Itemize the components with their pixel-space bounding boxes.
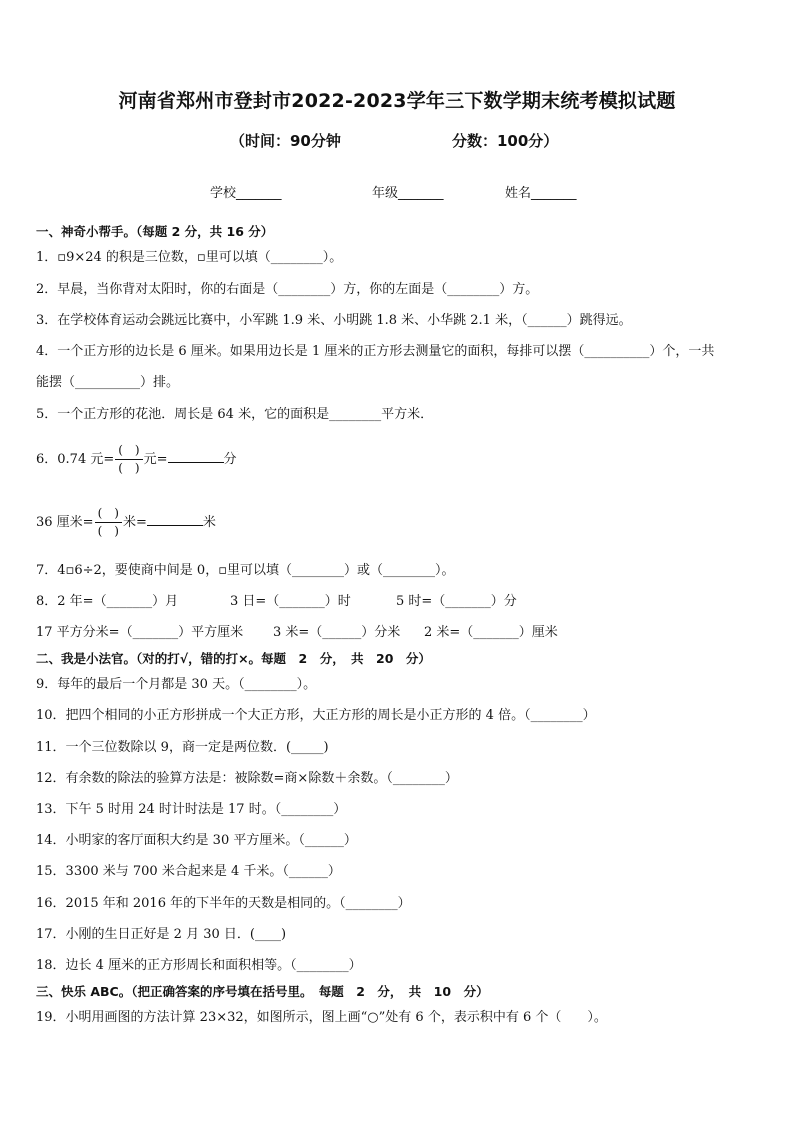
- question-7: 7．4▫6÷2，要使商中间是 0，▫里可以填（________）或（________）。: [36, 563, 455, 578]
- question-19: 19．小明用画图的方法计算 23×32，如图所示，图上画“○”处有 6 个，表示积中有 6 个（ ）。: [36, 1010, 607, 1025]
- score-label: 分数：100分）: [452, 132, 559, 150]
- question-8-part-1: 8．2 年=（_______）月: [36, 594, 179, 609]
- q6b-fraction: [95, 507, 122, 538]
- question-16: 16．2015 年和 2016 年的下半年的天数是相同的。（________）: [36, 896, 411, 911]
- section-3-heading: 三、快乐 ABC。（把正确答案的序号填在括号里。 每题 2 分， 共 10 分）: [36, 984, 489, 999]
- q6b-prefix: 36 厘米=: [36, 515, 94, 530]
- question-8-part-3: 5 时=（_______）分: [396, 594, 517, 609]
- grade-field: 年级_______: [372, 186, 444, 201]
- time-label: （时间：90分钟: [230, 132, 341, 150]
- question-2: 2．早晨，当你背对太阳时，你的右面是（________）方，你的左面是（________）方。: [36, 282, 539, 297]
- q6b-tail: 米: [202, 515, 216, 530]
- question-6-row-1: [36, 440, 237, 480]
- question-17: 17．小刚的生日正好是 2 月 30 日．(____): [36, 927, 287, 942]
- q6b-unit: 米=: [122, 515, 147, 530]
- question-4-line-1: 4．一个正方形的边长是 6 厘米。如果用边长是 1 厘米的正方形去测量它的面积，每排可以摆（__________）个，一共: [36, 344, 715, 359]
- question-5: 5．一个正方形的花池．周长是 64 米，它的面积是________平方米．: [36, 407, 434, 422]
- section-2-heading: 二、我是小法官。（对的打√，错的打×。每题 2 分， 共 20 分）: [36, 651, 431, 666]
- section-1-heading: 一、神奇小帮手。（每题 2 分，共 16 分）: [36, 224, 274, 239]
- question-6-row-2: [36, 503, 216, 543]
- question-8-part-2: 3 日=（_______）时: [230, 594, 351, 609]
- question-8-part-5: 3 米=（______）分米: [273, 625, 401, 640]
- question-10: 10．把四个相同的小正方形拼成一个大正方形，大正方形的周长是小正方形的 4 倍。（________）: [36, 708, 596, 723]
- question-18: 18．边长 4 厘米的正方形周长和面积相等。（________）: [36, 958, 362, 973]
- question-9: 9．每年的最后一个月都是 30 天。（________）。: [36, 677, 317, 692]
- name-field: 姓名_______: [505, 186, 577, 201]
- q6b-fraction-numerator: ( ): [95, 507, 122, 523]
- question-14: 14．小明家的客厅面积大约是 30 平方厘米。（______）: [36, 833, 357, 848]
- question-12: 12．有余数的除法的验算方法是：被除数=商×除数＋余数。（________）: [36, 771, 458, 786]
- question-15: 15．3300 米与 700 米合起来是 4 千米。（______）: [36, 864, 341, 879]
- q6-fraction: [115, 444, 142, 475]
- question-3: 3．在学校体育运动会跳远比赛中，小军跳 1.9 米、小明跳 1.8 米、小华跳 2.1 米，（______）跳得远。: [36, 313, 632, 328]
- q6-blank: [168, 450, 224, 463]
- question-8-part-4: 17 平方分米=（_______）平方厘米: [36, 625, 244, 640]
- q6-prefix: 6．0.74 元=: [36, 452, 115, 467]
- question-13: 13．下午 5 时用 24 时计时法是 17 时。（________）: [36, 802, 347, 817]
- q6b-fraction-denominator: ( ): [97, 524, 119, 538]
- exam-title: 河南省郑州市登封市2022-2023学年三下数学期末统考模拟试题: [118, 90, 676, 112]
- question-8-part-6: 2 米=（_______）厘米: [424, 625, 558, 640]
- question-1: 1．▫9×24 的积是三位数，▫里可以填（________）。: [36, 250, 343, 265]
- q6-tail: 分: [223, 452, 237, 467]
- question-11: 11．一个三位数除以 9，商一定是两位数．(_____): [36, 740, 329, 755]
- q6-fraction-numerator: ( ): [115, 444, 142, 460]
- school-field: 学校_______: [210, 186, 282, 201]
- question-4-line-2: 能摆（__________）排。: [36, 375, 180, 390]
- q6-unit: 元=: [143, 452, 168, 467]
- q6-fraction-denominator: ( ): [118, 461, 140, 475]
- q6b-blank: [147, 513, 203, 526]
